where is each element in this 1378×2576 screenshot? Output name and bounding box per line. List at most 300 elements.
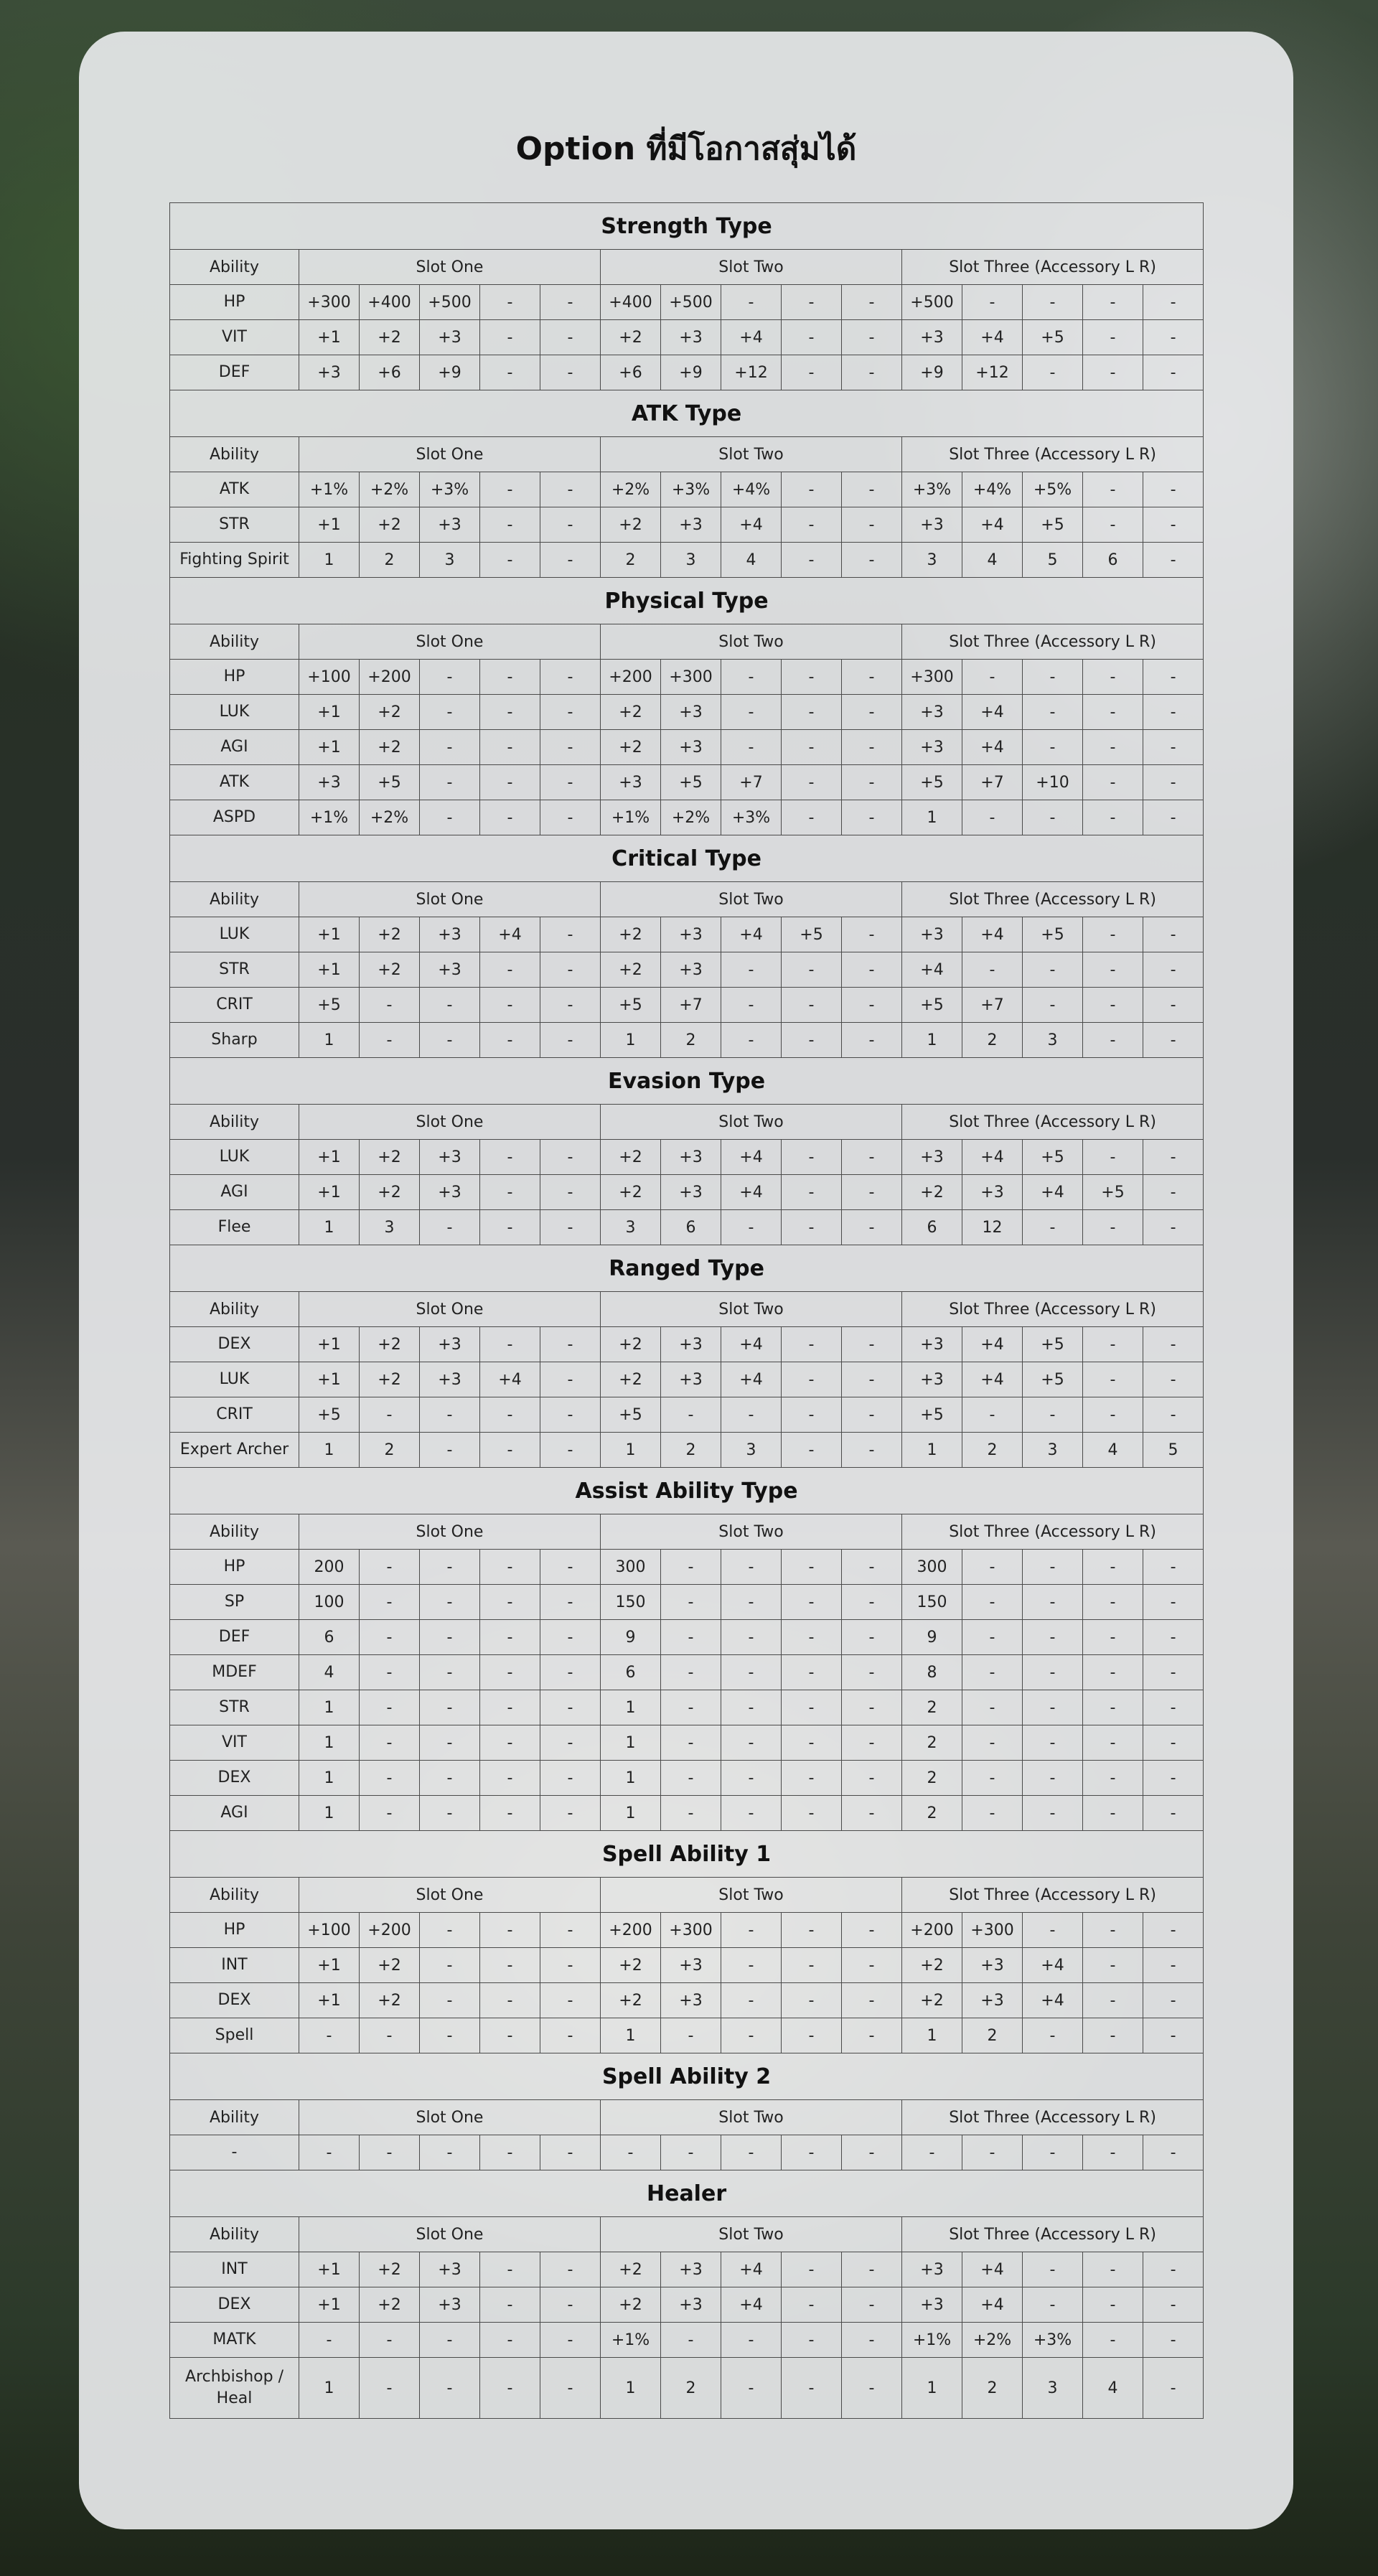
option-value: - bbox=[480, 1725, 540, 1761]
option-value: - bbox=[1083, 1913, 1143, 1948]
option-value: - bbox=[1143, 1913, 1204, 1948]
option-value: - bbox=[1143, 695, 1204, 730]
option-value: +2 bbox=[601, 1140, 661, 1175]
option-value: - bbox=[540, 320, 601, 355]
option-value: - bbox=[661, 1550, 721, 1585]
option-value: - bbox=[1023, 952, 1083, 988]
option-value: - bbox=[1143, 1210, 1204, 1245]
option-value: - bbox=[782, 1655, 842, 1690]
option-value: 3 bbox=[601, 1210, 661, 1245]
option-value: - bbox=[480, 660, 540, 695]
option-value: - bbox=[782, 472, 842, 507]
option-value: - bbox=[782, 355, 842, 390]
option-value: - bbox=[1083, 800, 1143, 835]
option-value: - bbox=[962, 1585, 1023, 1620]
option-value: - bbox=[540, 472, 601, 507]
ability-name: HP bbox=[170, 1913, 299, 1948]
section-header-row bbox=[170, 624, 1204, 660]
table-row bbox=[170, 730, 1204, 765]
option-value: - bbox=[1083, 1983, 1143, 2018]
option-value: - bbox=[782, 695, 842, 730]
options-card bbox=[79, 32, 1293, 2529]
option-value: - bbox=[661, 1761, 721, 1796]
option-value: 300 bbox=[601, 1550, 661, 1585]
slot-two-header: Slot Two bbox=[601, 624, 902, 660]
option-value: +2 bbox=[601, 320, 661, 355]
option-value: 100 bbox=[299, 1585, 360, 1620]
option-value: - bbox=[1083, 472, 1143, 507]
option-value: - bbox=[480, 1433, 540, 1468]
option-value: - bbox=[842, 2252, 902, 2287]
option-value: +2 bbox=[601, 2252, 661, 2287]
section-title: ATK Type bbox=[170, 390, 1204, 437]
option-value: - bbox=[360, 1796, 420, 1831]
option-value: 1 bbox=[299, 1690, 360, 1725]
section-header-row bbox=[170, 2100, 1204, 2135]
option-value: +1 bbox=[299, 952, 360, 988]
ability-name: DEX bbox=[170, 2287, 299, 2323]
slot-two-header: Slot Two bbox=[601, 1514, 902, 1550]
option-value: 4 bbox=[1083, 1433, 1143, 1468]
section-header-row bbox=[170, 437, 1204, 472]
ability-name: MATK bbox=[170, 2323, 299, 2358]
option-value: +1 bbox=[299, 1948, 360, 1983]
option-value: +3 bbox=[902, 1327, 962, 1362]
option-value: - bbox=[1143, 1362, 1204, 1397]
option-value: +5 bbox=[1023, 1140, 1083, 1175]
option-value: - bbox=[360, 2358, 420, 2419]
slot-two-header: Slot Two bbox=[601, 2217, 902, 2252]
table-row bbox=[170, 1175, 1204, 1210]
option-value: +2 bbox=[360, 2287, 420, 2323]
option-value: - bbox=[480, 952, 540, 988]
option-value: +3 bbox=[661, 695, 721, 730]
option-value: - bbox=[420, 1725, 480, 1761]
option-value: - bbox=[782, 1725, 842, 1761]
option-value: 2 bbox=[661, 1023, 721, 1058]
option-value: - bbox=[661, 1620, 721, 1655]
option-value: - bbox=[721, 695, 782, 730]
option-value: +200 bbox=[360, 1913, 420, 1948]
option-value: +6 bbox=[360, 355, 420, 390]
option-value: - bbox=[480, 355, 540, 390]
option-value: - bbox=[842, 1550, 902, 1585]
option-value: - bbox=[842, 1690, 902, 1725]
ability-name: VIT bbox=[170, 1725, 299, 1761]
option-value: - bbox=[420, 1023, 480, 1058]
option-value: +4 bbox=[962, 917, 1023, 952]
option-value: 6 bbox=[1083, 543, 1143, 578]
option-value: +12 bbox=[721, 355, 782, 390]
option-value: - bbox=[1143, 1140, 1204, 1175]
option-value: - bbox=[360, 988, 420, 1023]
option-value: - bbox=[1023, 1550, 1083, 1585]
option-value: +3 bbox=[661, 1327, 721, 1362]
section-title: Physical Type bbox=[170, 578, 1204, 624]
option-value: - bbox=[1083, 952, 1143, 988]
slot-two-header: Slot Two bbox=[601, 1292, 902, 1327]
option-value: - bbox=[721, 1725, 782, 1761]
option-value: - bbox=[1023, 285, 1083, 320]
option-value: +4 bbox=[1023, 1175, 1083, 1210]
option-value: - bbox=[661, 1725, 721, 1761]
option-value: +7 bbox=[962, 765, 1023, 800]
option-value: 2 bbox=[661, 1433, 721, 1468]
option-value: - bbox=[962, 800, 1023, 835]
option-value: +5 bbox=[299, 1397, 360, 1433]
ability-name: DEF bbox=[170, 1620, 299, 1655]
option-value: +1 bbox=[299, 1983, 360, 2018]
option-value: - bbox=[360, 1761, 420, 1796]
option-value: - bbox=[1023, 2135, 1083, 2170]
option-value: 3 bbox=[902, 543, 962, 578]
option-value: +3% bbox=[721, 800, 782, 835]
option-value: - bbox=[721, 1620, 782, 1655]
table-row bbox=[170, 2358, 1204, 2419]
option-value: 1 bbox=[902, 2358, 962, 2419]
option-value: - bbox=[842, 988, 902, 1023]
option-value: - bbox=[782, 1550, 842, 1585]
option-value: +3 bbox=[902, 1362, 962, 1397]
option-value: 1 bbox=[902, 1433, 962, 1468]
option-value: - bbox=[782, 800, 842, 835]
table-row bbox=[170, 1327, 1204, 1362]
option-value: - bbox=[1023, 2287, 1083, 2323]
option-value: - bbox=[1023, 1761, 1083, 1796]
slot-two-header: Slot Two bbox=[601, 437, 902, 472]
option-value: - bbox=[480, 1948, 540, 1983]
option-value: - bbox=[842, 1655, 902, 1690]
option-value: 2 bbox=[902, 1690, 962, 1725]
option-value: - bbox=[360, 2323, 420, 2358]
option-value: - bbox=[420, 1550, 480, 1585]
option-value: - bbox=[1023, 1796, 1083, 1831]
option-value: - bbox=[1143, 2323, 1204, 2358]
option-value: - bbox=[1023, 2252, 1083, 2287]
ability-name: HP bbox=[170, 660, 299, 695]
option-value: - bbox=[420, 1796, 480, 1831]
slot-three-header: Slot Three (Accessory L R) bbox=[902, 437, 1204, 472]
option-value: - bbox=[1083, 730, 1143, 765]
option-value: +2 bbox=[360, 1327, 420, 1362]
option-value: +5 bbox=[1083, 1175, 1143, 1210]
option-value: +3 bbox=[661, 1983, 721, 2018]
option-value: - bbox=[1143, 355, 1204, 390]
option-value: - bbox=[721, 1397, 782, 1433]
option-value: +5 bbox=[1023, 1327, 1083, 1362]
option-value: 2 bbox=[902, 1725, 962, 1761]
option-value: - bbox=[1023, 1655, 1083, 1690]
option-value: +2 bbox=[360, 320, 420, 355]
option-value: - bbox=[1143, 660, 1204, 695]
option-value: +5 bbox=[902, 988, 962, 1023]
option-value: +1 bbox=[299, 2252, 360, 2287]
slot-three-header: Slot Three (Accessory L R) bbox=[902, 2217, 1204, 2252]
option-value: - bbox=[360, 2018, 420, 2053]
option-value: +300 bbox=[902, 660, 962, 695]
option-value: +2 bbox=[601, 1948, 661, 1983]
option-value: 2 bbox=[962, 1433, 1023, 1468]
option-value: - bbox=[1143, 1655, 1204, 1690]
option-value: 2 bbox=[360, 543, 420, 578]
option-value: - bbox=[420, 730, 480, 765]
table-row bbox=[170, 1362, 1204, 1397]
section-title-row bbox=[170, 1468, 1204, 1514]
option-value: +5 bbox=[360, 765, 420, 800]
option-value: - bbox=[540, 1140, 601, 1175]
option-value: - bbox=[360, 1397, 420, 1433]
option-value: - bbox=[842, 660, 902, 695]
option-value: - bbox=[721, 285, 782, 320]
option-value: +2% bbox=[360, 800, 420, 835]
option-value: 2 bbox=[962, 1023, 1023, 1058]
option-value: +4 bbox=[962, 320, 1023, 355]
option-value: - bbox=[842, 1761, 902, 1796]
option-value: +1 bbox=[299, 2287, 360, 2323]
option-value: +10 bbox=[1023, 765, 1083, 800]
option-value: - bbox=[1143, 1175, 1204, 1210]
table-row bbox=[170, 695, 1204, 730]
table-row bbox=[170, 800, 1204, 835]
option-value: - bbox=[540, 2135, 601, 2170]
ability-name: STR bbox=[170, 1690, 299, 1725]
option-value: - bbox=[782, 1620, 842, 1655]
slot-three-header: Slot Three (Accessory L R) bbox=[902, 1878, 1204, 1913]
table-row bbox=[170, 1655, 1204, 1690]
section-title-row bbox=[170, 2053, 1204, 2100]
option-value: - bbox=[540, 1913, 601, 1948]
option-value: - bbox=[480, 2287, 540, 2323]
option-value: 1 bbox=[299, 1210, 360, 1245]
option-value: - bbox=[842, 1397, 902, 1433]
ability-name: Archbishop / Heal bbox=[170, 2358, 299, 2419]
option-value: 150 bbox=[902, 1585, 962, 1620]
option-value: - bbox=[661, 1690, 721, 1725]
option-value: - bbox=[1023, 1913, 1083, 1948]
ability-header: Ability bbox=[170, 624, 299, 660]
option-value: +2 bbox=[601, 507, 661, 543]
option-value: - bbox=[420, 1690, 480, 1725]
option-value: +100 bbox=[299, 1913, 360, 1948]
option-value: - bbox=[360, 1585, 420, 1620]
option-value: - bbox=[842, 1620, 902, 1655]
option-value: - bbox=[842, 2135, 902, 2170]
option-value: - bbox=[480, 1140, 540, 1175]
option-value: +1% bbox=[601, 2323, 661, 2358]
slot-three-header: Slot Three (Accessory L R) bbox=[902, 1514, 1204, 1550]
option-value: +4 bbox=[721, 2252, 782, 2287]
slot-one-header: Slot One bbox=[299, 1105, 601, 1140]
ability-name: LUK bbox=[170, 1140, 299, 1175]
option-value: +3 bbox=[601, 765, 661, 800]
option-value: - bbox=[782, 1761, 842, 1796]
option-value: - bbox=[782, 2252, 842, 2287]
option-value: +4 bbox=[962, 695, 1023, 730]
option-value: +2 bbox=[902, 1175, 962, 1210]
option-value: 2 bbox=[661, 2358, 721, 2419]
table-row bbox=[170, 2287, 1204, 2323]
option-value: +2 bbox=[360, 1175, 420, 1210]
page-title: Option ที่มีโอกาสสุ่มได้ bbox=[515, 131, 857, 167]
option-value: - bbox=[420, 988, 480, 1023]
option-value: - bbox=[540, 1761, 601, 1796]
option-value: +200 bbox=[360, 660, 420, 695]
option-value: - bbox=[1083, 2287, 1143, 2323]
option-value: - bbox=[1083, 988, 1143, 1023]
option-value: - bbox=[962, 1620, 1023, 1655]
option-value: +5 bbox=[1023, 320, 1083, 355]
option-value: - bbox=[842, 1725, 902, 1761]
option-value: - bbox=[782, 1327, 842, 1362]
option-value: 8 bbox=[902, 1655, 962, 1690]
option-value: - bbox=[420, 1397, 480, 1433]
option-value: +3 bbox=[962, 1948, 1023, 1983]
option-value: - bbox=[782, 1983, 842, 2018]
option-value: - bbox=[540, 543, 601, 578]
option-value: 6 bbox=[661, 1210, 721, 1245]
option-value: - bbox=[782, 730, 842, 765]
option-value: - bbox=[721, 2323, 782, 2358]
option-value: - bbox=[420, 765, 480, 800]
option-value: +200 bbox=[902, 1913, 962, 1948]
option-value: 1 bbox=[601, 2018, 661, 2053]
option-value: +2% bbox=[601, 472, 661, 507]
option-value: - bbox=[842, 730, 902, 765]
option-value: - bbox=[721, 2018, 782, 2053]
option-value: - bbox=[962, 1690, 1023, 1725]
option-value: - bbox=[1143, 2287, 1204, 2323]
option-value: +1 bbox=[299, 1327, 360, 1362]
slot-two-header: Slot Two bbox=[601, 1878, 902, 1913]
option-value: +1 bbox=[299, 1175, 360, 1210]
option-value: 5 bbox=[1143, 1433, 1204, 1468]
option-value: 2 bbox=[902, 1796, 962, 1831]
option-value: - bbox=[480, 765, 540, 800]
option-value: +5 bbox=[601, 988, 661, 1023]
option-value: +7 bbox=[721, 765, 782, 800]
option-value: 3 bbox=[661, 543, 721, 578]
option-value: - bbox=[782, 285, 842, 320]
option-value: - bbox=[540, 800, 601, 835]
option-value: - bbox=[299, 2323, 360, 2358]
option-value: - bbox=[1083, 1690, 1143, 1725]
option-value: - bbox=[842, 765, 902, 800]
option-value: +2 bbox=[601, 1327, 661, 1362]
option-value: +2 bbox=[360, 730, 420, 765]
section-title-row bbox=[170, 1058, 1204, 1105]
option-value: - bbox=[1143, 800, 1204, 835]
option-value: - bbox=[782, 1913, 842, 1948]
option-value: - bbox=[782, 988, 842, 1023]
option-value: - bbox=[1143, 320, 1204, 355]
slot-one-header: Slot One bbox=[299, 1878, 601, 1913]
ability-name: Flee bbox=[170, 1210, 299, 1245]
option-value: - bbox=[1143, 2135, 1204, 2170]
option-value: 6 bbox=[902, 1210, 962, 1245]
table-row bbox=[170, 285, 1204, 320]
option-value: - bbox=[1023, 2018, 1083, 2053]
option-value: - bbox=[1083, 355, 1143, 390]
table-row bbox=[170, 1023, 1204, 1058]
option-value: - bbox=[480, 1620, 540, 1655]
option-value: - bbox=[540, 2252, 601, 2287]
option-value: +1% bbox=[299, 472, 360, 507]
option-value: +3 bbox=[902, 507, 962, 543]
slot-three-header: Slot Three (Accessory L R) bbox=[902, 2100, 1204, 2135]
option-value: - bbox=[480, 1327, 540, 1362]
option-value: - bbox=[782, 1210, 842, 1245]
ability-header: Ability bbox=[170, 1292, 299, 1327]
option-value: - bbox=[1083, 1796, 1143, 1831]
option-value: 1 bbox=[902, 800, 962, 835]
option-value: - bbox=[782, 1175, 842, 1210]
ability-name: AGI bbox=[170, 1175, 299, 1210]
option-value: - bbox=[480, 507, 540, 543]
option-value: - bbox=[1023, 1725, 1083, 1761]
option-value: 1 bbox=[601, 1761, 661, 1796]
option-value: +2 bbox=[902, 1948, 962, 1983]
option-value: - bbox=[782, 2287, 842, 2323]
option-value: +200 bbox=[601, 660, 661, 695]
option-value: - bbox=[480, 2135, 540, 2170]
option-value: - bbox=[420, 1620, 480, 1655]
slot-one-header: Slot One bbox=[299, 2217, 601, 2252]
table-row bbox=[170, 1397, 1204, 1433]
option-value: - bbox=[721, 660, 782, 695]
option-value: - bbox=[721, 2358, 782, 2419]
option-value: 200 bbox=[299, 1550, 360, 1585]
option-value: - bbox=[842, 320, 902, 355]
slot-three-header: Slot Three (Accessory L R) bbox=[902, 1105, 1204, 1140]
option-value: +3 bbox=[420, 1175, 480, 1210]
option-value: - bbox=[420, 1761, 480, 1796]
ability-name: ATK bbox=[170, 765, 299, 800]
option-value: +3% bbox=[902, 472, 962, 507]
option-value: +3 bbox=[661, 917, 721, 952]
section-title: Strength Type bbox=[170, 203, 1204, 250]
option-value: +2 bbox=[601, 695, 661, 730]
option-value: +5 bbox=[782, 917, 842, 952]
option-value: - bbox=[1083, 917, 1143, 952]
ability-name: ASPD bbox=[170, 800, 299, 835]
option-value: +400 bbox=[601, 285, 661, 320]
option-value: +2 bbox=[601, 917, 661, 952]
option-value: - bbox=[360, 1550, 420, 1585]
table-row bbox=[170, 1620, 1204, 1655]
ability-name: INT bbox=[170, 1948, 299, 1983]
option-value: - bbox=[1143, 2358, 1204, 2419]
option-value: - bbox=[420, 660, 480, 695]
option-value: - bbox=[1023, 660, 1083, 695]
ability-name: DEF bbox=[170, 355, 299, 390]
option-value: +3 bbox=[962, 1983, 1023, 2018]
option-value: - bbox=[782, 1362, 842, 1397]
option-value: +4 bbox=[721, 917, 782, 952]
option-value: - bbox=[540, 1725, 601, 1761]
section-title-row bbox=[170, 1245, 1204, 1292]
ability-header: Ability bbox=[170, 250, 299, 285]
option-value: +3 bbox=[902, 695, 962, 730]
option-value: - bbox=[1083, 1397, 1143, 1433]
option-value: - bbox=[1083, 660, 1143, 695]
option-value: - bbox=[721, 1210, 782, 1245]
option-value: - bbox=[1083, 1725, 1143, 1761]
table-row bbox=[170, 1140, 1204, 1175]
option-value: 2 bbox=[902, 1761, 962, 1796]
option-value: - bbox=[782, 543, 842, 578]
option-value: - bbox=[1143, 2018, 1204, 2053]
option-value: - bbox=[360, 1655, 420, 1690]
